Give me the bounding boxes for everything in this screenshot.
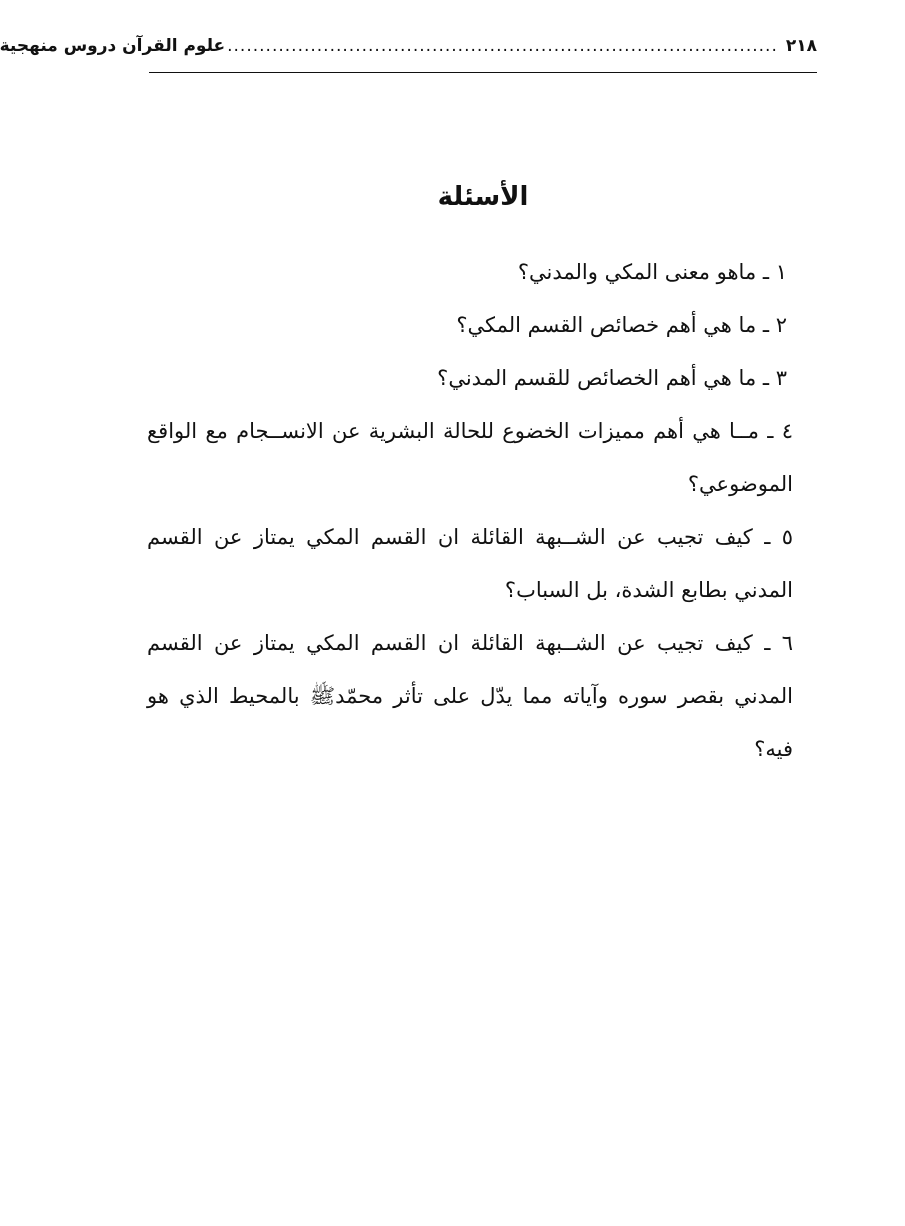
question-number: ٥	[781, 525, 793, 549]
question-item	[147, 511, 793, 617]
header-leader-dots: ......................................................................................	[227, 36, 778, 56]
question-text: ما هي أهم الخصائص للقسم المدني؟	[437, 366, 757, 390]
question-item	[147, 299, 787, 352]
question-separator: ـ	[756, 366, 776, 390]
question-text: كيف تجيب عن الشــبهة القائلة ان القسم المكي يمتاز عن القسم المدني بقصر سوره وآياته مما يدّل على تأثر محمّدﷺ بالمحيط الذي هو فيه؟	[147, 631, 793, 761]
question-number: ١	[775, 260, 787, 284]
book-title: علوم القرآن دروس منهجية	[0, 36, 226, 56]
question-number: ٦	[781, 631, 793, 655]
question-separator: ـ	[756, 313, 776, 337]
question-separator: ـ	[752, 631, 782, 655]
question-text: كيف تجيب عن الشــبهة القائلة ان القسم المكي يمتاز عن القسم المدني بطابع الشدة، بل السباب؟	[147, 525, 793, 602]
header-divider	[149, 72, 817, 73]
question-item	[147, 617, 793, 776]
section-heading: الأسئلة	[437, 182, 529, 212]
question-item	[147, 352, 787, 405]
question-number: ٣	[775, 366, 787, 390]
question-text: مــا هي أهم مميزات الخضوع للحالة البشرية عن الانســجام مع الواقع الموضوعي؟	[147, 419, 793, 496]
question-item	[147, 246, 787, 299]
question-separator: ـ	[752, 525, 782, 549]
question-separator: ـ	[759, 419, 782, 443]
running-header	[0, 36, 817, 66]
question-text: ما هي أهم خصائص القسم المكي؟	[456, 313, 757, 337]
page-number: ٢١٨	[785, 36, 817, 56]
question-number: ٢	[775, 313, 787, 337]
question-separator: ـ	[756, 260, 776, 284]
question-item	[147, 405, 793, 511]
question-number: ٤	[781, 419, 793, 443]
questions-list	[147, 246, 793, 776]
question-text: ماهو معنى المكي والمدني؟	[517, 260, 757, 284]
